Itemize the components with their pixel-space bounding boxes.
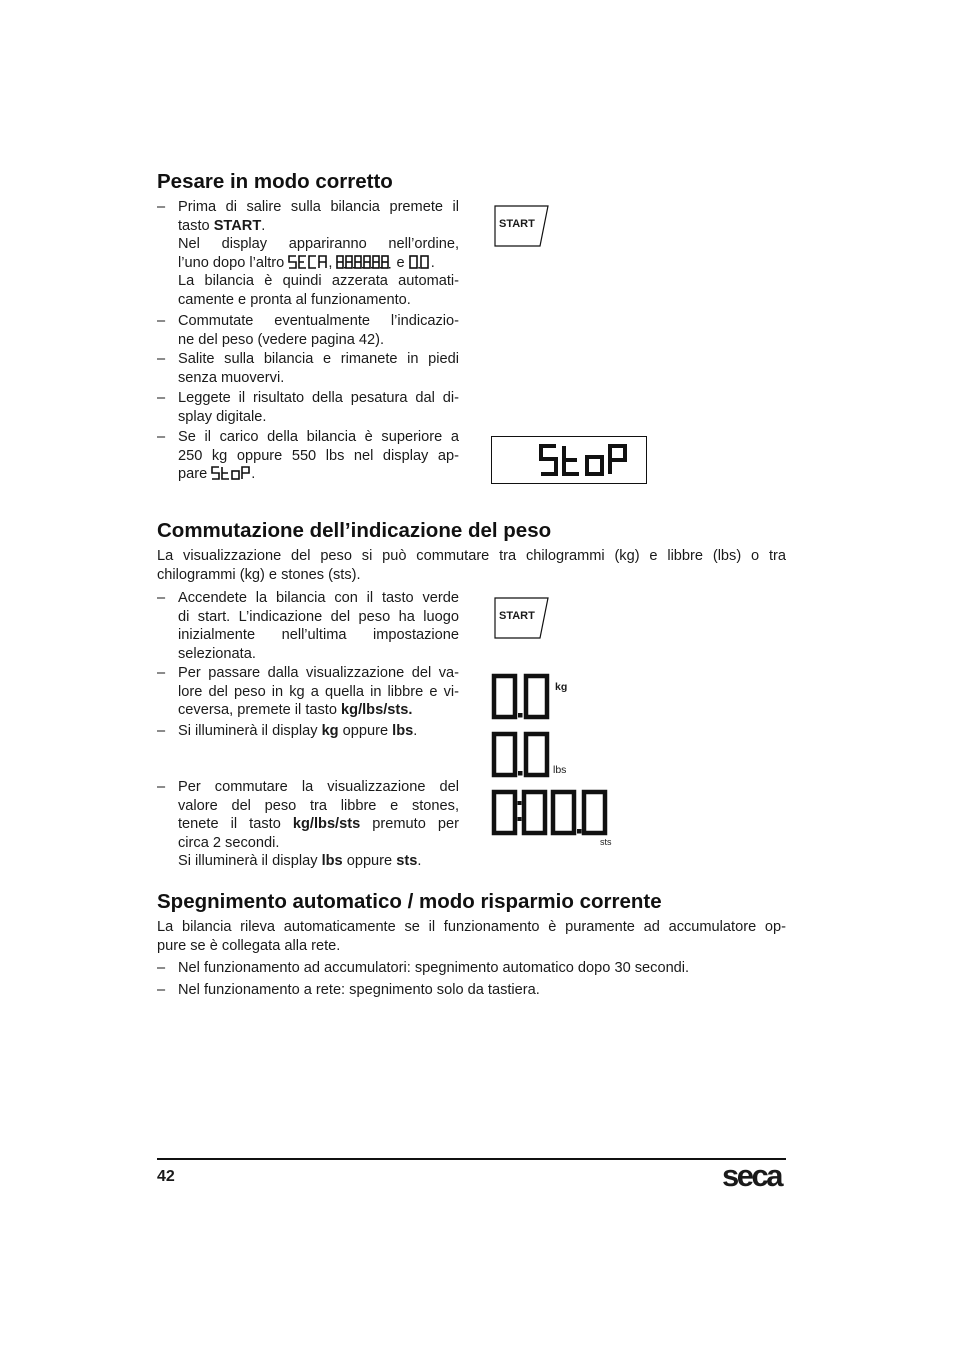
- lcd-zero-lbs-icon: [491, 731, 553, 779]
- lcd-text-888888: [336, 255, 392, 269]
- lcd-text-zero: [409, 255, 431, 269]
- start-button-illustration: START: [494, 597, 550, 639]
- section-title-auto-off: Spegnimento automatico / modo risparmio corrente: [157, 890, 662, 913]
- lcd-stop-icon: [538, 443, 628, 477]
- unit-label-lbs: lbs: [553, 764, 567, 776]
- unit-label-sts: sts: [600, 837, 612, 847]
- intro-paragraph: La visualizzazione del peso si può commutare tra chilogrammi (kg) e libbre (lbs) o tra chilogrammi (kg) e stones (sts).: [157, 548, 786, 583]
- footer-rule: [157, 1158, 786, 1160]
- unit-label-kg: kg: [555, 681, 568, 693]
- lcd-text-seca: [288, 255, 328, 269]
- lcd-zero-sts-icon: [491, 789, 619, 837]
- section-title-weighing: Pesare in modo corretto: [157, 170, 393, 193]
- page-number: 42: [157, 1168, 175, 1185]
- display-stop: [491, 436, 647, 484]
- lcd-text-stop: [211, 466, 251, 480]
- start-button-illustration: START: [494, 205, 550, 247]
- lcd-zero-kg-icon: [491, 673, 553, 721]
- section-title-unit-switch: Commutazione dell’indicazione del peso: [157, 519, 552, 542]
- intro-paragraph: La bilancia rileva automaticamente se il funzionamento è puramente ad accumulatore op- pure se è collegata alla rete.: [157, 919, 786, 954]
- seca-logo: seca: [722, 1158, 781, 1193]
